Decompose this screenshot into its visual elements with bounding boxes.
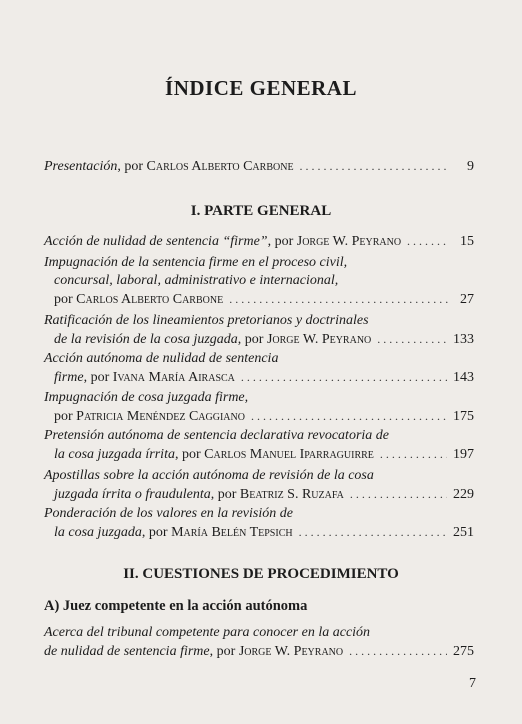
entry-page: 9 <box>467 159 474 174</box>
entry-por: , por <box>117 159 144 174</box>
entry-page: 197 <box>453 447 474 462</box>
leader-dots <box>251 407 447 425</box>
leader-dots <box>407 232 448 250</box>
entry-page: 27 <box>460 292 474 307</box>
toc-entry[interactable]: Impugnación de la sentencia firme en el proceso civil, concursal, laboral, administrativo e internacional, por Carlos Alberto Carbone ..... 27 <box>44 254 474 309</box>
toc-entry[interactable]: Acción autónoma de nulidad de sentencia firme , por Ivana María Airasca ..... 143 <box>44 350 474 387</box>
entry-title: Acerca del tribunal competente para conocer en la acción <box>44 625 371 640</box>
leader-dots <box>229 290 448 308</box>
entry-title: Impugnación de la sentencia firme en el proceso civil, <box>44 255 348 270</box>
toc-entry[interactable]: Pretensión autónoma de sentencia declarativa revocatoria de la cosa juzgada írrita , por Carlos Manuel Iparraguirre ..... 197 <box>44 427 474 464</box>
subsection-title: A) Juez competente en la acción autónoma <box>44 598 308 614</box>
entry-title: Ponderación de los valores en la revisión de <box>44 506 293 521</box>
entry-title-cont: firme <box>54 370 84 385</box>
entry-author: María Belén Tepsich <box>171 525 293 540</box>
entry-page: 133 <box>453 332 474 347</box>
entry-title-cont: juzgada írrita o fraudulenta <box>54 487 211 502</box>
leader-dots <box>350 485 447 503</box>
entry-title: Presentación <box>44 159 118 174</box>
entry-title: Pretensión autónoma de sentencia declarativa revocatoria de <box>44 428 389 443</box>
page-title: ÍNDICE GENERAL <box>165 76 357 100</box>
entry-page: 275 <box>453 644 474 659</box>
entry-title: Ratificación de los lineamientos pretorianos y doctrinales <box>44 313 369 328</box>
entry-author: Patricia Menéndez Caggiano <box>76 409 245 424</box>
entry-page: 15 <box>460 234 474 249</box>
toc-entry[interactable]: Acción de nulidad de sentencia “firme” , por Jorge W. Peyrano ..... 15 <box>44 232 474 251</box>
entry-title-cont: la cosa juzgada írrita <box>54 447 175 462</box>
entry-title-cont: concursal, laboral, administrativo e internacional, <box>54 273 339 288</box>
leader-dots <box>241 368 447 386</box>
entry-author: Carlos Alberto Carbone <box>76 292 224 307</box>
entry-title: Impugnación de cosa juzgada firme, <box>44 390 249 405</box>
entry-title-cont: la cosa juzgada <box>54 525 142 540</box>
toc-entry[interactable]: Ratificación de los lineamientos pretorianos y doctrinales de la revisión de la cosa juzgada , por Jorge W. Peyrano ..... 133 <box>44 312 474 349</box>
leader-dots <box>300 157 448 175</box>
entry-page: 143 <box>453 370 474 385</box>
entry-author: Jorge W. Peyrano <box>238 644 344 659</box>
toc-entry[interactable]: Ponderación de los valores en la revisión de la cosa juzgada , por María Belén Tepsich ..... 251 <box>44 505 474 542</box>
section-title-parte-general: I. PARTE GENERAL <box>190 203 332 219</box>
page-number: 7 <box>469 676 476 691</box>
entry-title: Acción de nulidad de sentencia “firme” <box>44 234 268 249</box>
leader-dots <box>377 330 447 348</box>
entry-author: Carlos Alberto Carbone <box>146 159 294 174</box>
leader-dots <box>299 523 447 541</box>
entry-title: Acción autónoma de nulidad de sentencia <box>44 351 279 366</box>
toc-entry[interactable]: Acerca del tribunal competente para conocer en la acción de nulidad de sentencia firme , por Jorge W. Peyrano ..... 275 <box>44 624 474 661</box>
toc-entry[interactable]: Apostillas sobre la acción autónoma de revisión de la cosa juzgada írrita o fraudulenta , por Beatriz S. Ruzafa ..... 229 <box>44 467 474 504</box>
entry-author: Beatriz S. Ruzafa <box>239 487 344 502</box>
section-title-procedimiento: II. CUESTIONES DE PROCEDIMIENTO <box>123 566 399 582</box>
entry-author: Ivana María Airasca <box>112 370 235 385</box>
toc-entry[interactable]: Impugnación de cosa juzgada firme, por Patricia Menéndez Caggiano ..... 175 <box>44 389 474 426</box>
entry-author: Carlos Manuel Iparraguirre <box>204 447 374 462</box>
entry-title-cont: de nulidad de sentencia firme <box>44 644 210 659</box>
leader-dots <box>349 642 447 660</box>
entry-page: 175 <box>453 409 474 424</box>
leader-dots <box>380 445 447 463</box>
entry-title-cont: de la revisión de la cosa juzgada <box>54 332 238 347</box>
entry-author: Jorge W. Peyrano <box>296 234 402 249</box>
toc-entry-presentation[interactable] <box>44 157 474 176</box>
entry-title: Apostillas sobre la acción autónoma de revisión de la cosa <box>44 468 374 483</box>
entry-page: 229 <box>453 487 474 502</box>
entry-page: 251 <box>453 525 474 540</box>
entry-author: Jorge W. Peyrano <box>266 332 372 347</box>
